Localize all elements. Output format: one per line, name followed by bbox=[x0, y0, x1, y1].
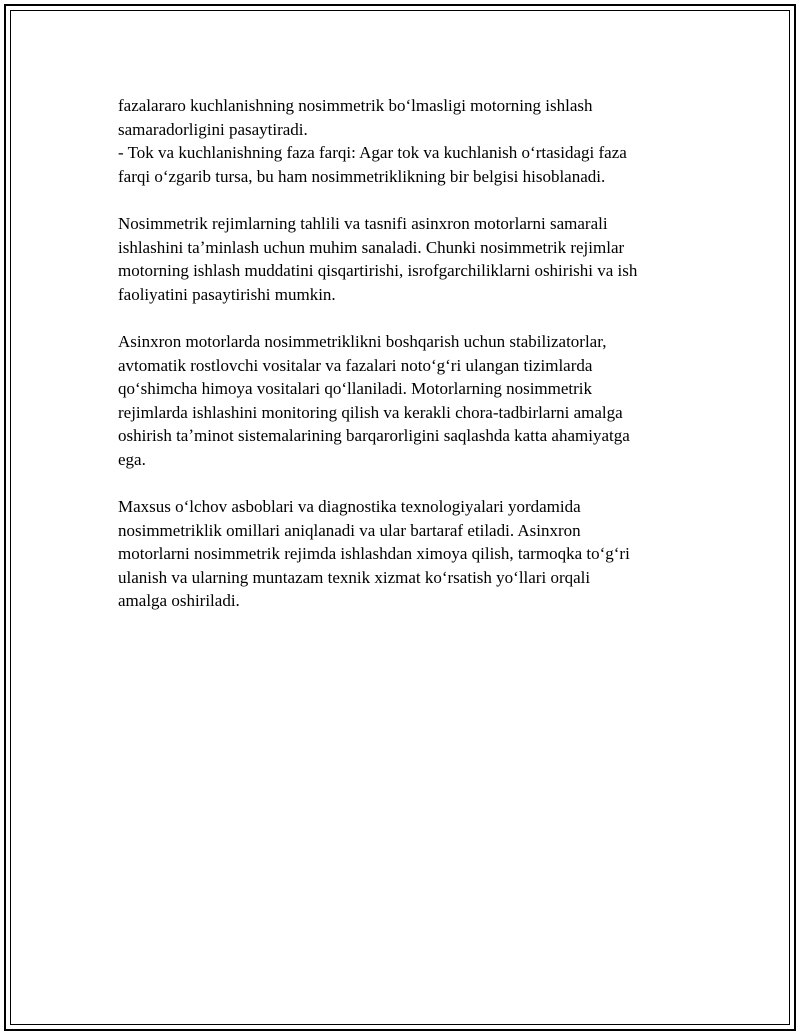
paragraph-2 bbox=[118, 212, 688, 306]
text-line: motorning ishlash muddatini qisqartirishi, isrofgarchiliklarni oshirishi va ish bbox=[118, 261, 638, 281]
text-line: ulanish va ularning muntazam texnik xizmat koʻrsatish yoʻllari orqali bbox=[118, 567, 591, 587]
text-line: fazalararo kuchlanishning nosimmetrik boʻlmasligi motorning ishlash bbox=[118, 96, 593, 115]
text-line: rejimlarda ishlashini monitoring qilish va kerakli chora-tadbirlarni amalga bbox=[118, 402, 623, 422]
text-line: - Tok va kuchlanishning faza farqi: Agar tok va kuchlanish oʻrtasidagi faza bbox=[118, 143, 627, 163]
paragraph-3 bbox=[118, 330, 688, 472]
text-line: faoliyatini pasaytirishi mumkin. bbox=[118, 284, 336, 304]
text-line: motorlarni nosimmetrik rejimda ishlashdan ximoya qilish, tarmoqka toʻgʻri bbox=[118, 544, 630, 564]
paragraph-1 bbox=[118, 94, 688, 188]
text-line: amalga oshiriladi. bbox=[118, 591, 240, 611]
document-body bbox=[118, 94, 688, 637]
text-line: farqi oʻzgarib tursa, bu ham nosimmetriklikning bir belgisi hisoblanadi. bbox=[118, 166, 606, 186]
text-line: oshirish taʼminot sistemalarining barqarorligini saqlashda katta ahamiyatga bbox=[118, 426, 630, 446]
text-line: ishlashini taʼminlash uchun muhim sanaladi. Chunki nosimmetrik rejimlar bbox=[118, 237, 625, 257]
text-line: nosimmetriklik omillari aniqlanadi va ular bartaraf etiladi. Asinxron bbox=[118, 520, 581, 540]
text-line: samaradorligini pasaytiradi. bbox=[118, 119, 308, 139]
text-line: qoʻshimcha himoya vositalari qoʻllaniladi. Motorlarning nosimmetrik bbox=[118, 379, 593, 399]
text-line: Nosimmetrik rejimlarning tahlili va tasnifi asinxron motorlarni samarali bbox=[118, 213, 608, 233]
text-line: Asinxron motorlarda nosimmetriklikni boshqarish uchun stabilizatorlar, bbox=[118, 331, 607, 351]
paragraph-4 bbox=[118, 495, 688, 613]
text-line: avtomatik rostlovchi vositalar va fazalari notoʻgʻri ulangan tizimlarda bbox=[118, 355, 593, 375]
text-line: Maxsus oʻlchov asboblari va diagnostika texnologiyalari yordamida bbox=[118, 497, 581, 517]
text-line: ega. bbox=[118, 449, 146, 469]
